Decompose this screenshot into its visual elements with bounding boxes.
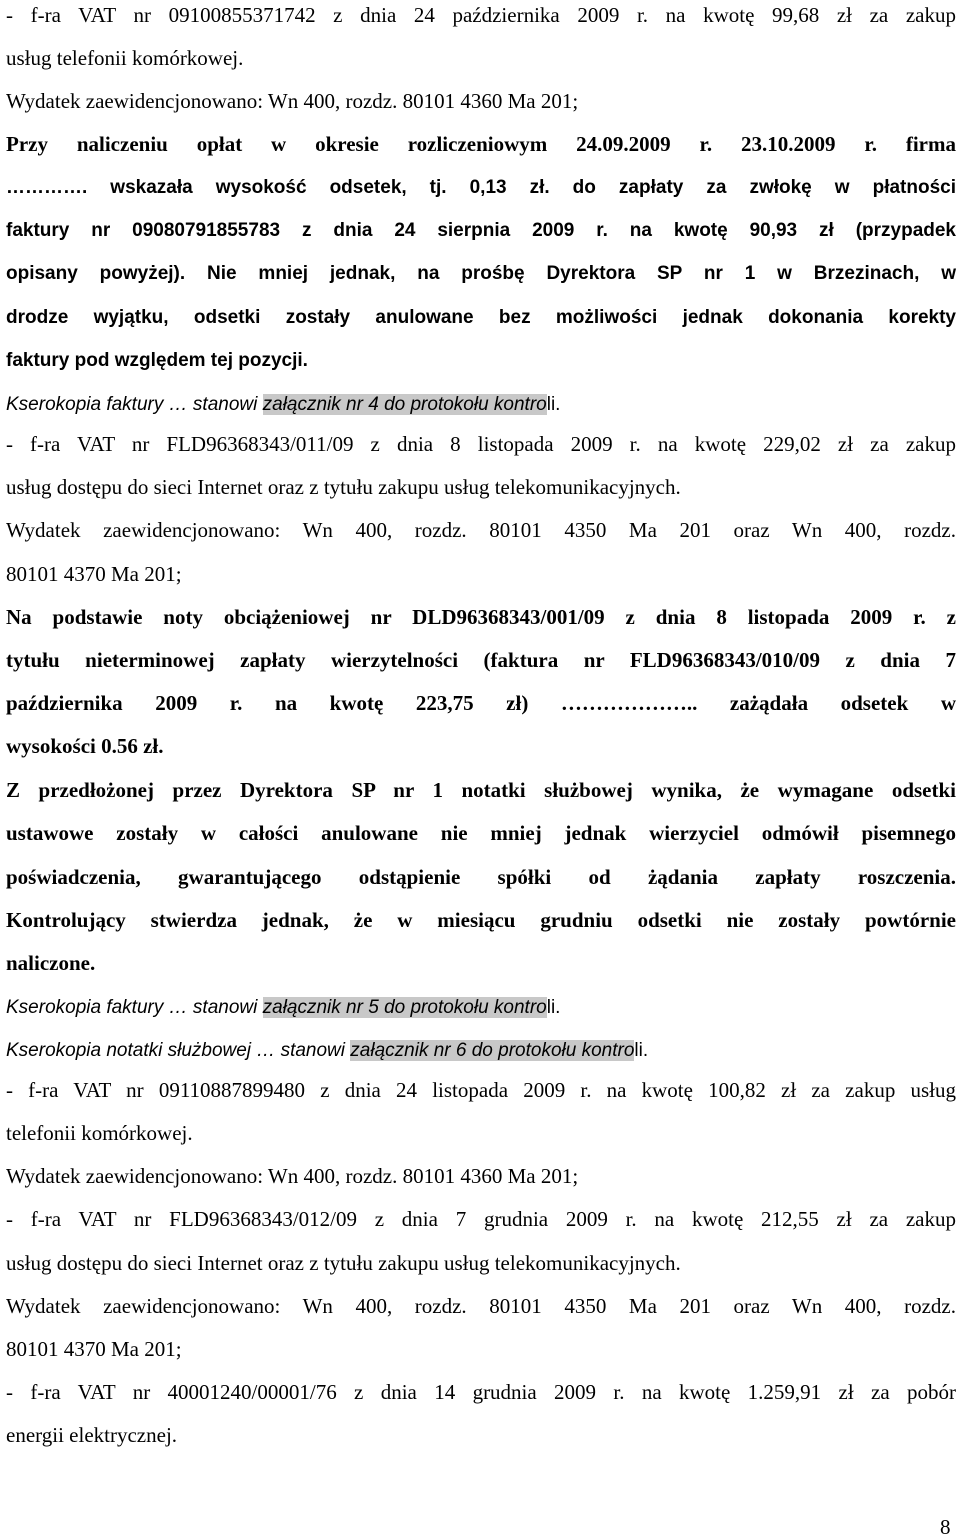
text-line: poświadczenia, gwarantującego odstąpienie spółki od żądania zapłaty roszczenia. (6, 865, 956, 889)
text-line: drodze wyjątku, odsetki zostały anulowane bez możliwości jednak dokonania korekty (6, 307, 956, 328)
text-line: - f-ra VAT nr 40001240/00001/76 z dnia 14 grudnia 2009 r. na kwotę 1.259,91 zł za pobór (6, 1380, 956, 1404)
text-line: Wydatek zaewidencjonowano: Wn 400, rozdz. 80101 4350 Ma 201 oraz Wn 400, rozdz. (6, 518, 956, 542)
text-line: - f-ra VAT nr 09100855371742 z dnia 24 października 2009 r. na kwotę 99,68 zł za zakup (6, 3, 956, 27)
text-line: naliczone. (6, 951, 96, 975)
text-line: 80101 4370 Ma 201; (6, 562, 182, 586)
text-line: usług dostępu do sieci Internet oraz z tytułu zakupu usług telekomunikacyjnych. (6, 1251, 681, 1275)
text-line: - f-ra VAT nr 09110887899480 z dnia 24 listopada 2009 r. na kwotę 100,82 zł za zakup usług (6, 1078, 956, 1102)
text-line: tytułu nieterminowej zapłaty wierzytelności (faktura nr FLD96368343/010/09 z dnia 7 (6, 648, 956, 672)
text-line: usług telefonii komórkowej. (6, 46, 244, 70)
text-line: faktury pod względem tej pozycji. (6, 350, 308, 371)
attachment-note-end: li. (546, 394, 561, 415)
attachment-highlight: załącznik nr 6 do protokołu kontro (350, 1040, 635, 1061)
text-line: Na podstawie noty obciążeniowej nr DLD96368343/001/09 z dnia 8 listopada 2009 r. z (6, 605, 956, 629)
attachment-note-text: Kserokopia notatki służbowej … stanowi (6, 1040, 351, 1061)
text-line: Kontrolujący stwierdza jednak, że w miesiącu grudniu odsetki nie zostały powtórnie (6, 908, 956, 932)
text-line: opisany powyżej). Nie mniej jednak, na prośbę Dyrektora SP nr 1 w Brzezinach, w (6, 263, 956, 284)
attachment-note-text: Kserokopia faktury … stanowi (6, 394, 263, 415)
text-line: Wydatek zaewidencjonowano: Wn 400, rozdz. 80101 4350 Ma 201 oraz Wn 400, rozdz. (6, 1294, 956, 1318)
page-number: 8 (940, 1515, 951, 1539)
text-line: Z przedłożonej przez Dyrektora SP nr 1 notatki służbowej wynika, że wymagane odsetki (6, 778, 956, 802)
text-line: Wydatek zaewidencjonowano: Wn 400, rozdz. 80101 4360 Ma 201; (6, 89, 579, 113)
attachment-note (6, 390, 956, 418)
text-line: usług dostępu do sieci Internet oraz z tytułu zakupu usług telekomunikacyjnych. (6, 475, 681, 499)
attachment-note-end: li. (546, 997, 561, 1018)
text-line: 80101 4370 Ma 201; (6, 1337, 182, 1361)
text-line: telefonii komórkowej. (6, 1121, 193, 1145)
text-line: energii elektrycznej. (6, 1423, 178, 1447)
attachment-note-end: li. (634, 1040, 649, 1061)
text-line: wysokości 0.56 zł. (6, 734, 164, 758)
text-line: października 2009 r. na kwotę 223,75 zł) ……………….. zażądała odsetek w (6, 691, 956, 715)
text-line: …………. wskazała wysokość odsetek, tj. 0,13 zł. do zapłaty za zwłokę w płatności (6, 177, 956, 198)
text-line: - f-ra VAT nr FLD96368343/012/09 z dnia 7 grudnia 2009 r. na kwotę 212,55 zł za zakup (6, 1207, 956, 1231)
text-line: ustawowe zostały w całości anulowane nie mniej jednak wierzyciel odmówił pisemnego (6, 821, 956, 845)
text-line: faktury nr 09080791855783 z dnia 24 sierpnia 2009 r. na kwotę 90,93 zł (przypadek (6, 220, 956, 241)
attachment-note (6, 993, 956, 1021)
attachment-highlight: załącznik nr 5 do protokołu kontro (262, 997, 547, 1018)
text-line: - f-ra VAT nr FLD96368343/011/09 z dnia 8 listopada 2009 r. na kwotę 229,02 zł za zakup (6, 432, 956, 456)
attachment-note (6, 1036, 956, 1064)
attachment-note-text: Kserokopia faktury … stanowi (6, 997, 263, 1018)
text-line: Wydatek zaewidencjonowano: Wn 400, rozdz. 80101 4360 Ma 201; (6, 1164, 579, 1188)
attachment-highlight: załącznik nr 4 do protokołu kontro (262, 394, 547, 415)
text-line: Przy naliczeniu opłat w okresie rozliczeniowym 24.09.2009 r. 23.10.2009 r. firma (6, 132, 956, 156)
